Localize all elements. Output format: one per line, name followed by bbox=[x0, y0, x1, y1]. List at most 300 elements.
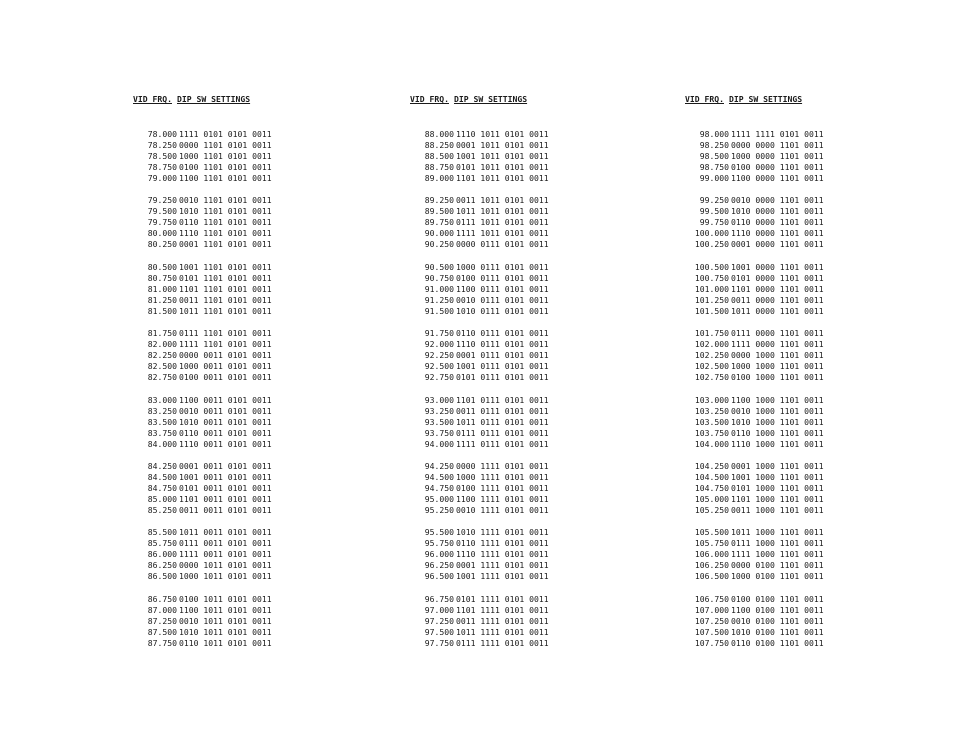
vid-freq-value: 103.250 bbox=[694, 405, 729, 416]
vid-freq-value: 88.000 bbox=[424, 129, 454, 139]
table-row bbox=[685, 328, 900, 339]
dip-sw-setting: 1011 1011 0101 0011 bbox=[456, 206, 549, 217]
vid-freq-value: 80.000 bbox=[147, 228, 177, 239]
dip-sw-setting: 0111 0111 0101 0011 bbox=[456, 427, 549, 438]
vid-freq-value: 92.750 bbox=[424, 372, 454, 383]
table-row bbox=[410, 273, 625, 284]
vid-freq-value: 83.500 bbox=[147, 416, 177, 427]
table-row bbox=[410, 494, 625, 505]
dip-sw-setting: 0111 1101 0101 0011 bbox=[179, 328, 272, 339]
dip-sw-setting: 1111 0011 0101 0011 bbox=[179, 549, 272, 560]
dip-sw-setting: 0010 1101 0101 0011 bbox=[179, 195, 272, 206]
table-row bbox=[685, 295, 900, 306]
dip-sw-setting: 0100 0000 1101 0011 bbox=[731, 162, 824, 172]
dip-sw-setting: 1101 1011 0101 0011 bbox=[456, 173, 549, 183]
vid-freq-value: 98.500 bbox=[699, 151, 729, 161]
table-row bbox=[410, 638, 625, 649]
dip-sw-setting: 1010 1000 1101 0011 bbox=[731, 416, 824, 427]
table-row bbox=[410, 406, 625, 417]
dip-sw-header: DIP SW SETTINGS bbox=[176, 94, 251, 104]
row-group bbox=[410, 527, 625, 582]
table-row bbox=[685, 228, 900, 239]
table-row bbox=[133, 129, 348, 140]
vid-freq-value: 92.000 bbox=[424, 339, 454, 350]
table-row bbox=[685, 627, 900, 638]
table-row bbox=[410, 339, 625, 350]
row-group bbox=[410, 195, 625, 250]
vid-freq-value: 104.750 bbox=[694, 482, 729, 493]
dip-sw-setting: 1010 0100 1101 0011 bbox=[731, 626, 824, 637]
row-group bbox=[410, 594, 625, 649]
vid-freq-value: 94.250 bbox=[424, 460, 454, 471]
vid-freq-value: 93.250 bbox=[424, 405, 454, 416]
table-row bbox=[685, 273, 900, 284]
table-row bbox=[133, 140, 348, 151]
dip-sw-setting: 1001 0000 1101 0011 bbox=[731, 261, 824, 272]
vid-freq-value: 90.250 bbox=[424, 239, 454, 250]
dip-sw-setting: 1010 1111 0101 0011 bbox=[456, 527, 549, 538]
table-row bbox=[133, 262, 348, 273]
table-row bbox=[133, 406, 348, 417]
table-row bbox=[410, 129, 625, 140]
table-row bbox=[410, 605, 625, 616]
table-row bbox=[410, 461, 625, 472]
table-row bbox=[685, 571, 900, 582]
dip-sw-setting: 0001 0011 0101 0011 bbox=[179, 460, 272, 471]
vid-freq-value: 99.000 bbox=[699, 173, 729, 183]
table-row bbox=[133, 428, 348, 439]
table-row bbox=[133, 239, 348, 250]
table-row bbox=[133, 594, 348, 605]
dip-sw-setting: 1100 1101 0101 0011 bbox=[179, 173, 272, 183]
dip-sw-setting: 1100 0111 0101 0011 bbox=[456, 283, 549, 294]
dip-sw-setting: 0101 1011 0101 0011 bbox=[456, 162, 549, 172]
row-group bbox=[410, 395, 625, 450]
dip-sw-setting: 1011 0011 0101 0011 bbox=[179, 527, 272, 538]
dip-sw-setting: 1000 1111 0101 0011 bbox=[456, 471, 549, 482]
vid-freq-value: 90.500 bbox=[424, 261, 454, 272]
table-row bbox=[410, 162, 625, 173]
vid-freq-value: 81.750 bbox=[147, 328, 177, 339]
dip-sw-setting: 0001 0111 0101 0011 bbox=[456, 350, 549, 361]
table-row bbox=[133, 206, 348, 217]
vid-freq-value: 87.500 bbox=[147, 626, 177, 637]
vid-freq-value: 95.750 bbox=[424, 538, 454, 549]
vid-freq-value: 93.500 bbox=[424, 416, 454, 427]
table-row bbox=[685, 339, 900, 350]
vid-freq-value: 86.750 bbox=[147, 593, 177, 604]
vid-freq-value: 82.500 bbox=[147, 361, 177, 372]
table-column-3 bbox=[685, 93, 900, 660]
table-row bbox=[410, 217, 625, 228]
dip-sw-setting: 0011 1011 0101 0011 bbox=[456, 195, 549, 206]
column-header bbox=[133, 93, 348, 106]
table-row bbox=[410, 350, 625, 361]
vid-freq-value: 86.000 bbox=[147, 549, 177, 560]
vid-freq-value: 83.250 bbox=[147, 405, 177, 416]
table-row bbox=[133, 295, 348, 306]
table-row bbox=[410, 262, 625, 273]
dip-sw-setting: 1100 0100 1101 0011 bbox=[731, 604, 824, 615]
table-row bbox=[410, 284, 625, 295]
dip-sw-setting: 0110 1011 0101 0011 bbox=[179, 637, 272, 648]
table-row bbox=[685, 372, 900, 383]
table-row bbox=[410, 206, 625, 217]
vid-freq-value: 89.750 bbox=[424, 217, 454, 228]
table-row bbox=[133, 339, 348, 350]
dip-sw-setting: 0100 1011 0101 0011 bbox=[179, 593, 272, 604]
vid-freq-value: 100.500 bbox=[694, 261, 729, 272]
dip-sw-setting: 1011 0000 1101 0011 bbox=[731, 305, 824, 316]
vid-freq-value: 107.250 bbox=[694, 615, 729, 626]
dip-sw-setting: 1111 1011 0101 0011 bbox=[456, 228, 549, 239]
vid-freq-value: 94.500 bbox=[424, 471, 454, 482]
dip-sw-setting: 1010 0111 0101 0011 bbox=[456, 305, 549, 316]
vid-freq-value: 101.250 bbox=[694, 294, 729, 305]
dip-sw-setting: 0000 1101 0101 0011 bbox=[179, 140, 272, 150]
table-row bbox=[133, 195, 348, 206]
table-row bbox=[685, 129, 900, 140]
table-row bbox=[685, 494, 900, 505]
table-row bbox=[410, 560, 625, 571]
dip-sw-setting: 1101 0111 0101 0011 bbox=[456, 394, 549, 405]
dip-sw-setting: 1110 0000 1101 0011 bbox=[731, 228, 824, 239]
table-row bbox=[685, 284, 900, 295]
table-row bbox=[410, 306, 625, 317]
dip-sw-setting: 1001 1111 0101 0011 bbox=[456, 571, 549, 582]
dip-sw-setting: 0110 0000 1101 0011 bbox=[731, 217, 824, 228]
dip-sw-setting: 1001 1011 0101 0011 bbox=[456, 151, 549, 161]
dip-sw-setting: 0010 1000 1101 0011 bbox=[731, 405, 824, 416]
table-row bbox=[685, 350, 900, 361]
vid-freq-value: 81.500 bbox=[147, 305, 177, 316]
table-row bbox=[133, 627, 348, 638]
vid-freq-value: 103.000 bbox=[694, 394, 729, 405]
vid-freq-value: 79.000 bbox=[147, 173, 177, 183]
vid-freq-value: 92.250 bbox=[424, 350, 454, 361]
vid-freq-value: 106.250 bbox=[694, 560, 729, 571]
row-group bbox=[133, 594, 348, 649]
row-group bbox=[133, 461, 348, 516]
dip-sw-header: DIP SW SETTINGS bbox=[453, 94, 528, 104]
dip-sw-setting: 1000 0000 1101 0011 bbox=[731, 151, 824, 161]
vid-freq-value: 97.250 bbox=[424, 615, 454, 626]
row-group bbox=[685, 328, 900, 383]
dip-sw-setting: 1101 0000 1101 0011 bbox=[731, 283, 824, 294]
row-groups bbox=[685, 129, 900, 649]
vid-freq-value: 82.750 bbox=[147, 372, 177, 383]
table-row bbox=[685, 538, 900, 549]
dip-sw-setting: 1110 1011 0101 0011 bbox=[456, 129, 549, 139]
dip-sw-setting: 0011 0011 0101 0011 bbox=[179, 504, 272, 515]
dip-sw-setting: 1101 1101 0101 0011 bbox=[179, 283, 272, 294]
vid-freq-value: 84.750 bbox=[147, 482, 177, 493]
vid-freq-value: 100.750 bbox=[694, 272, 729, 283]
dip-sw-setting: 0011 0000 1101 0011 bbox=[731, 294, 824, 305]
vid-freq-value: 94.000 bbox=[424, 438, 454, 449]
dip-sw-setting: 1101 1000 1101 0011 bbox=[731, 493, 824, 504]
dip-sw-setting: 0111 1000 1101 0011 bbox=[731, 538, 824, 549]
table-row bbox=[685, 417, 900, 428]
table-row bbox=[133, 472, 348, 483]
vid-freq-value: 89.250 bbox=[424, 195, 454, 206]
dip-sw-setting: 0000 1000 1101 0011 bbox=[731, 350, 824, 361]
vid-freq-value: 103.500 bbox=[694, 416, 729, 427]
table-row bbox=[133, 372, 348, 383]
vid-freq-value: 107.500 bbox=[694, 626, 729, 637]
table-row bbox=[133, 549, 348, 560]
vid-freq-value: 88.250 bbox=[424, 140, 454, 150]
dip-sw-setting: 0010 1111 0101 0011 bbox=[456, 504, 549, 515]
table-row bbox=[133, 616, 348, 627]
row-group bbox=[685, 262, 900, 317]
dip-sw-setting: 0001 1111 0101 0011 bbox=[456, 560, 549, 571]
dip-sw-setting: 0110 0111 0101 0011 bbox=[456, 328, 549, 339]
vid-freq-value: 102.750 bbox=[694, 372, 729, 383]
table-row bbox=[410, 417, 625, 428]
dip-sw-setting: 1000 1011 0101 0011 bbox=[179, 571, 272, 582]
table-row bbox=[410, 239, 625, 250]
dip-sw-setting: 1011 1111 0101 0011 bbox=[456, 626, 549, 637]
vid-freq-value: 105.750 bbox=[694, 538, 729, 549]
table-row bbox=[685, 395, 900, 406]
table-row bbox=[410, 328, 625, 339]
table-row bbox=[133, 284, 348, 295]
table-row bbox=[685, 361, 900, 372]
table-row bbox=[133, 494, 348, 505]
dip-sw-setting: 0110 1101 0101 0011 bbox=[179, 217, 272, 228]
table-row bbox=[685, 239, 900, 250]
dip-sw-setting: 1010 1011 0101 0011 bbox=[179, 626, 272, 637]
table-row bbox=[410, 505, 625, 516]
row-groups bbox=[133, 129, 348, 649]
vid-freq-value: 97.750 bbox=[424, 637, 454, 648]
vid-freq-value: 104.250 bbox=[694, 460, 729, 471]
dip-sw-setting: 0100 0011 0101 0011 bbox=[179, 372, 272, 383]
dip-sw-setting: 0010 1011 0101 0011 bbox=[179, 615, 272, 626]
row-group bbox=[133, 527, 348, 582]
dip-sw-setting: 0111 0011 0101 0011 bbox=[179, 538, 272, 549]
table-row bbox=[133, 560, 348, 571]
row-group bbox=[685, 461, 900, 516]
dip-sw-setting: 0110 0100 1101 0011 bbox=[731, 637, 824, 648]
dip-sw-setting: 1010 0000 1101 0011 bbox=[731, 206, 824, 217]
vid-freq-value: 102.500 bbox=[694, 361, 729, 372]
table-row bbox=[133, 605, 348, 616]
vid-freq-value: 87.000 bbox=[147, 604, 177, 615]
dip-sw-setting: 1000 0111 0101 0011 bbox=[456, 261, 549, 272]
vid-freq-value: 99.250 bbox=[699, 195, 729, 206]
vid-freq-value: 100.250 bbox=[694, 239, 729, 250]
dip-sw-setting: 1011 1000 1101 0011 bbox=[731, 527, 824, 538]
vid-freq-value: 98.250 bbox=[699, 140, 729, 150]
dip-sw-setting: 0001 1011 0101 0011 bbox=[456, 140, 549, 150]
row-group bbox=[685, 527, 900, 582]
dip-sw-setting: 0101 0111 0101 0011 bbox=[456, 372, 549, 383]
table-row bbox=[410, 594, 625, 605]
row-group bbox=[685, 395, 900, 450]
table-row bbox=[133, 417, 348, 428]
table-row bbox=[685, 505, 900, 516]
dip-sw-setting: 0011 1111 0101 0011 bbox=[456, 615, 549, 626]
table-row bbox=[410, 195, 625, 206]
vid-freq-value: 84.250 bbox=[147, 460, 177, 471]
dip-sw-setting: 0100 0100 1101 0011 bbox=[731, 593, 824, 604]
dip-sw-setting: 0111 1011 0101 0011 bbox=[456, 217, 549, 228]
table-row bbox=[133, 483, 348, 494]
vid-freq-value: 78.250 bbox=[147, 140, 177, 150]
dip-sw-setting: 1001 0011 0101 0011 bbox=[179, 471, 272, 482]
vid-freq-value: 80.250 bbox=[147, 239, 177, 250]
dip-sw-setting: 0010 0011 0101 0011 bbox=[179, 405, 272, 416]
dip-sw-setting: 1101 0011 0101 0011 bbox=[179, 493, 272, 504]
vid-freq-value: 90.750 bbox=[424, 272, 454, 283]
table-row bbox=[133, 395, 348, 406]
table-row bbox=[685, 594, 900, 605]
table-row bbox=[133, 350, 348, 361]
vid-freq-header: VID FRQ. bbox=[410, 94, 449, 104]
dip-sw-setting: 1010 1101 0101 0011 bbox=[179, 206, 272, 217]
vid-freq-value: 78.750 bbox=[147, 162, 177, 172]
table-row bbox=[685, 439, 900, 450]
row-group bbox=[410, 328, 625, 383]
dip-sw-setting: 1100 1111 0101 0011 bbox=[456, 493, 549, 504]
dip-sw-setting: 1011 1101 0101 0011 bbox=[179, 305, 272, 316]
vid-freq-value: 83.000 bbox=[147, 394, 177, 405]
table-row bbox=[410, 372, 625, 383]
vid-freq-value: 106.500 bbox=[694, 571, 729, 582]
dip-sw-setting: 0110 1111 0101 0011 bbox=[456, 538, 549, 549]
table-row bbox=[685, 406, 900, 417]
dip-sw-setting: 0101 0011 0101 0011 bbox=[179, 482, 272, 493]
dip-sw-setting: 1111 0111 0101 0011 bbox=[456, 438, 549, 449]
vid-freq-value: 101.750 bbox=[694, 328, 729, 339]
table-row bbox=[133, 228, 348, 239]
dip-sw-setting: 0111 1111 0101 0011 bbox=[456, 637, 549, 648]
vid-freq-value: 98.000 bbox=[699, 129, 729, 139]
vid-freq-value: 97.500 bbox=[424, 626, 454, 637]
table-row bbox=[133, 505, 348, 516]
dip-sw-setting: 0001 1000 1101 0011 bbox=[731, 460, 824, 471]
dip-sw-setting: 0011 0111 0101 0011 bbox=[456, 405, 549, 416]
dip-sw-setting: 0101 0000 1101 0011 bbox=[731, 272, 824, 283]
column-header bbox=[685, 93, 900, 106]
dip-sw-setting: 1000 0011 0101 0011 bbox=[179, 361, 272, 372]
table-row bbox=[685, 151, 900, 162]
column-header bbox=[410, 93, 625, 106]
table-row bbox=[133, 439, 348, 450]
table-row bbox=[685, 162, 900, 173]
row-group bbox=[133, 195, 348, 250]
dip-sw-setting: 0010 0100 1101 0011 bbox=[731, 615, 824, 626]
vid-freq-value: 102.250 bbox=[694, 350, 729, 361]
vid-freq-value: 80.750 bbox=[147, 272, 177, 283]
table-row bbox=[410, 173, 625, 184]
row-group bbox=[685, 594, 900, 649]
table-row bbox=[133, 217, 348, 228]
vid-freq-value: 93.000 bbox=[424, 394, 454, 405]
table-row bbox=[410, 538, 625, 549]
row-group bbox=[133, 129, 348, 184]
table-row bbox=[685, 549, 900, 560]
dip-sw-setting: 1110 1101 0101 0011 bbox=[179, 228, 272, 239]
dip-sw-setting: 0101 1000 1101 0011 bbox=[731, 482, 824, 493]
table-row bbox=[685, 527, 900, 538]
table-row bbox=[685, 616, 900, 627]
dip-sw-setting: 0100 0111 0101 0011 bbox=[456, 272, 549, 283]
dip-sw-setting: 1111 1000 1101 0011 bbox=[731, 549, 824, 560]
dip-sw-setting: 1100 1000 1101 0011 bbox=[731, 394, 824, 405]
vid-freq-value: 79.250 bbox=[147, 195, 177, 206]
dip-sw-setting: 1111 1111 0101 0011 bbox=[731, 129, 824, 139]
table-row bbox=[410, 439, 625, 450]
table-row bbox=[685, 195, 900, 206]
table-row bbox=[685, 140, 900, 151]
dip-sw-setting: 1000 1101 0101 0011 bbox=[179, 151, 272, 161]
table-row bbox=[133, 638, 348, 649]
vid-freq-value: 85.750 bbox=[147, 538, 177, 549]
table-row bbox=[133, 527, 348, 538]
dip-sw-setting: 0011 1000 1101 0011 bbox=[731, 504, 824, 515]
vid-freq-value: 88.750 bbox=[424, 162, 454, 172]
vid-freq-value: 95.000 bbox=[424, 493, 454, 504]
vid-freq-value: 85.500 bbox=[147, 527, 177, 538]
dip-sw-setting: 0111 0000 1101 0011 bbox=[731, 328, 824, 339]
table-row bbox=[685, 560, 900, 571]
vid-freq-value: 91.500 bbox=[424, 305, 454, 316]
table-row bbox=[410, 549, 625, 560]
dip-sw-setting: 1001 1000 1101 0011 bbox=[731, 471, 824, 482]
row-group bbox=[410, 129, 625, 184]
row-group bbox=[133, 328, 348, 383]
dip-sw-setting: 0001 1101 0101 0011 bbox=[179, 239, 272, 250]
vid-freq-value: 83.750 bbox=[147, 427, 177, 438]
vid-freq-value: 106.750 bbox=[694, 593, 729, 604]
dip-sw-setting: 1110 0111 0101 0011 bbox=[456, 339, 549, 350]
vid-freq-value: 89.000 bbox=[424, 173, 454, 183]
vid-freq-value: 100.000 bbox=[694, 228, 729, 239]
vid-freq-value: 104.500 bbox=[694, 471, 729, 482]
table-row bbox=[685, 217, 900, 228]
row-groups bbox=[410, 129, 625, 649]
dip-sw-setting: 0010 0000 1101 0011 bbox=[731, 195, 824, 206]
table-row bbox=[410, 428, 625, 439]
table-row bbox=[410, 295, 625, 306]
dip-sw-setting: 0000 1011 0101 0011 bbox=[179, 560, 272, 571]
table-column-1 bbox=[133, 93, 348, 660]
vid-freq-value: 96.000 bbox=[424, 549, 454, 560]
vid-freq-value: 91.750 bbox=[424, 328, 454, 339]
dip-sw-setting: 0110 1000 1101 0011 bbox=[731, 427, 824, 438]
table-row bbox=[410, 140, 625, 151]
table-row bbox=[685, 206, 900, 217]
vid-freq-value: 79.750 bbox=[147, 217, 177, 228]
vid-freq-value: 105.000 bbox=[694, 493, 729, 504]
table-row bbox=[133, 173, 348, 184]
table-row bbox=[685, 461, 900, 472]
vid-freq-value: 80.500 bbox=[147, 261, 177, 272]
dip-sw-setting: 1001 0111 0101 0011 bbox=[456, 361, 549, 372]
table-row bbox=[410, 361, 625, 372]
vid-freq-value: 98.750 bbox=[699, 162, 729, 172]
vid-freq-value: 96.500 bbox=[424, 571, 454, 582]
vid-freq-value: 93.750 bbox=[424, 427, 454, 438]
table-row bbox=[685, 605, 900, 616]
vid-freq-value: 95.500 bbox=[424, 527, 454, 538]
table-row bbox=[133, 151, 348, 162]
vid-freq-value: 90.000 bbox=[424, 228, 454, 239]
table-row bbox=[133, 538, 348, 549]
